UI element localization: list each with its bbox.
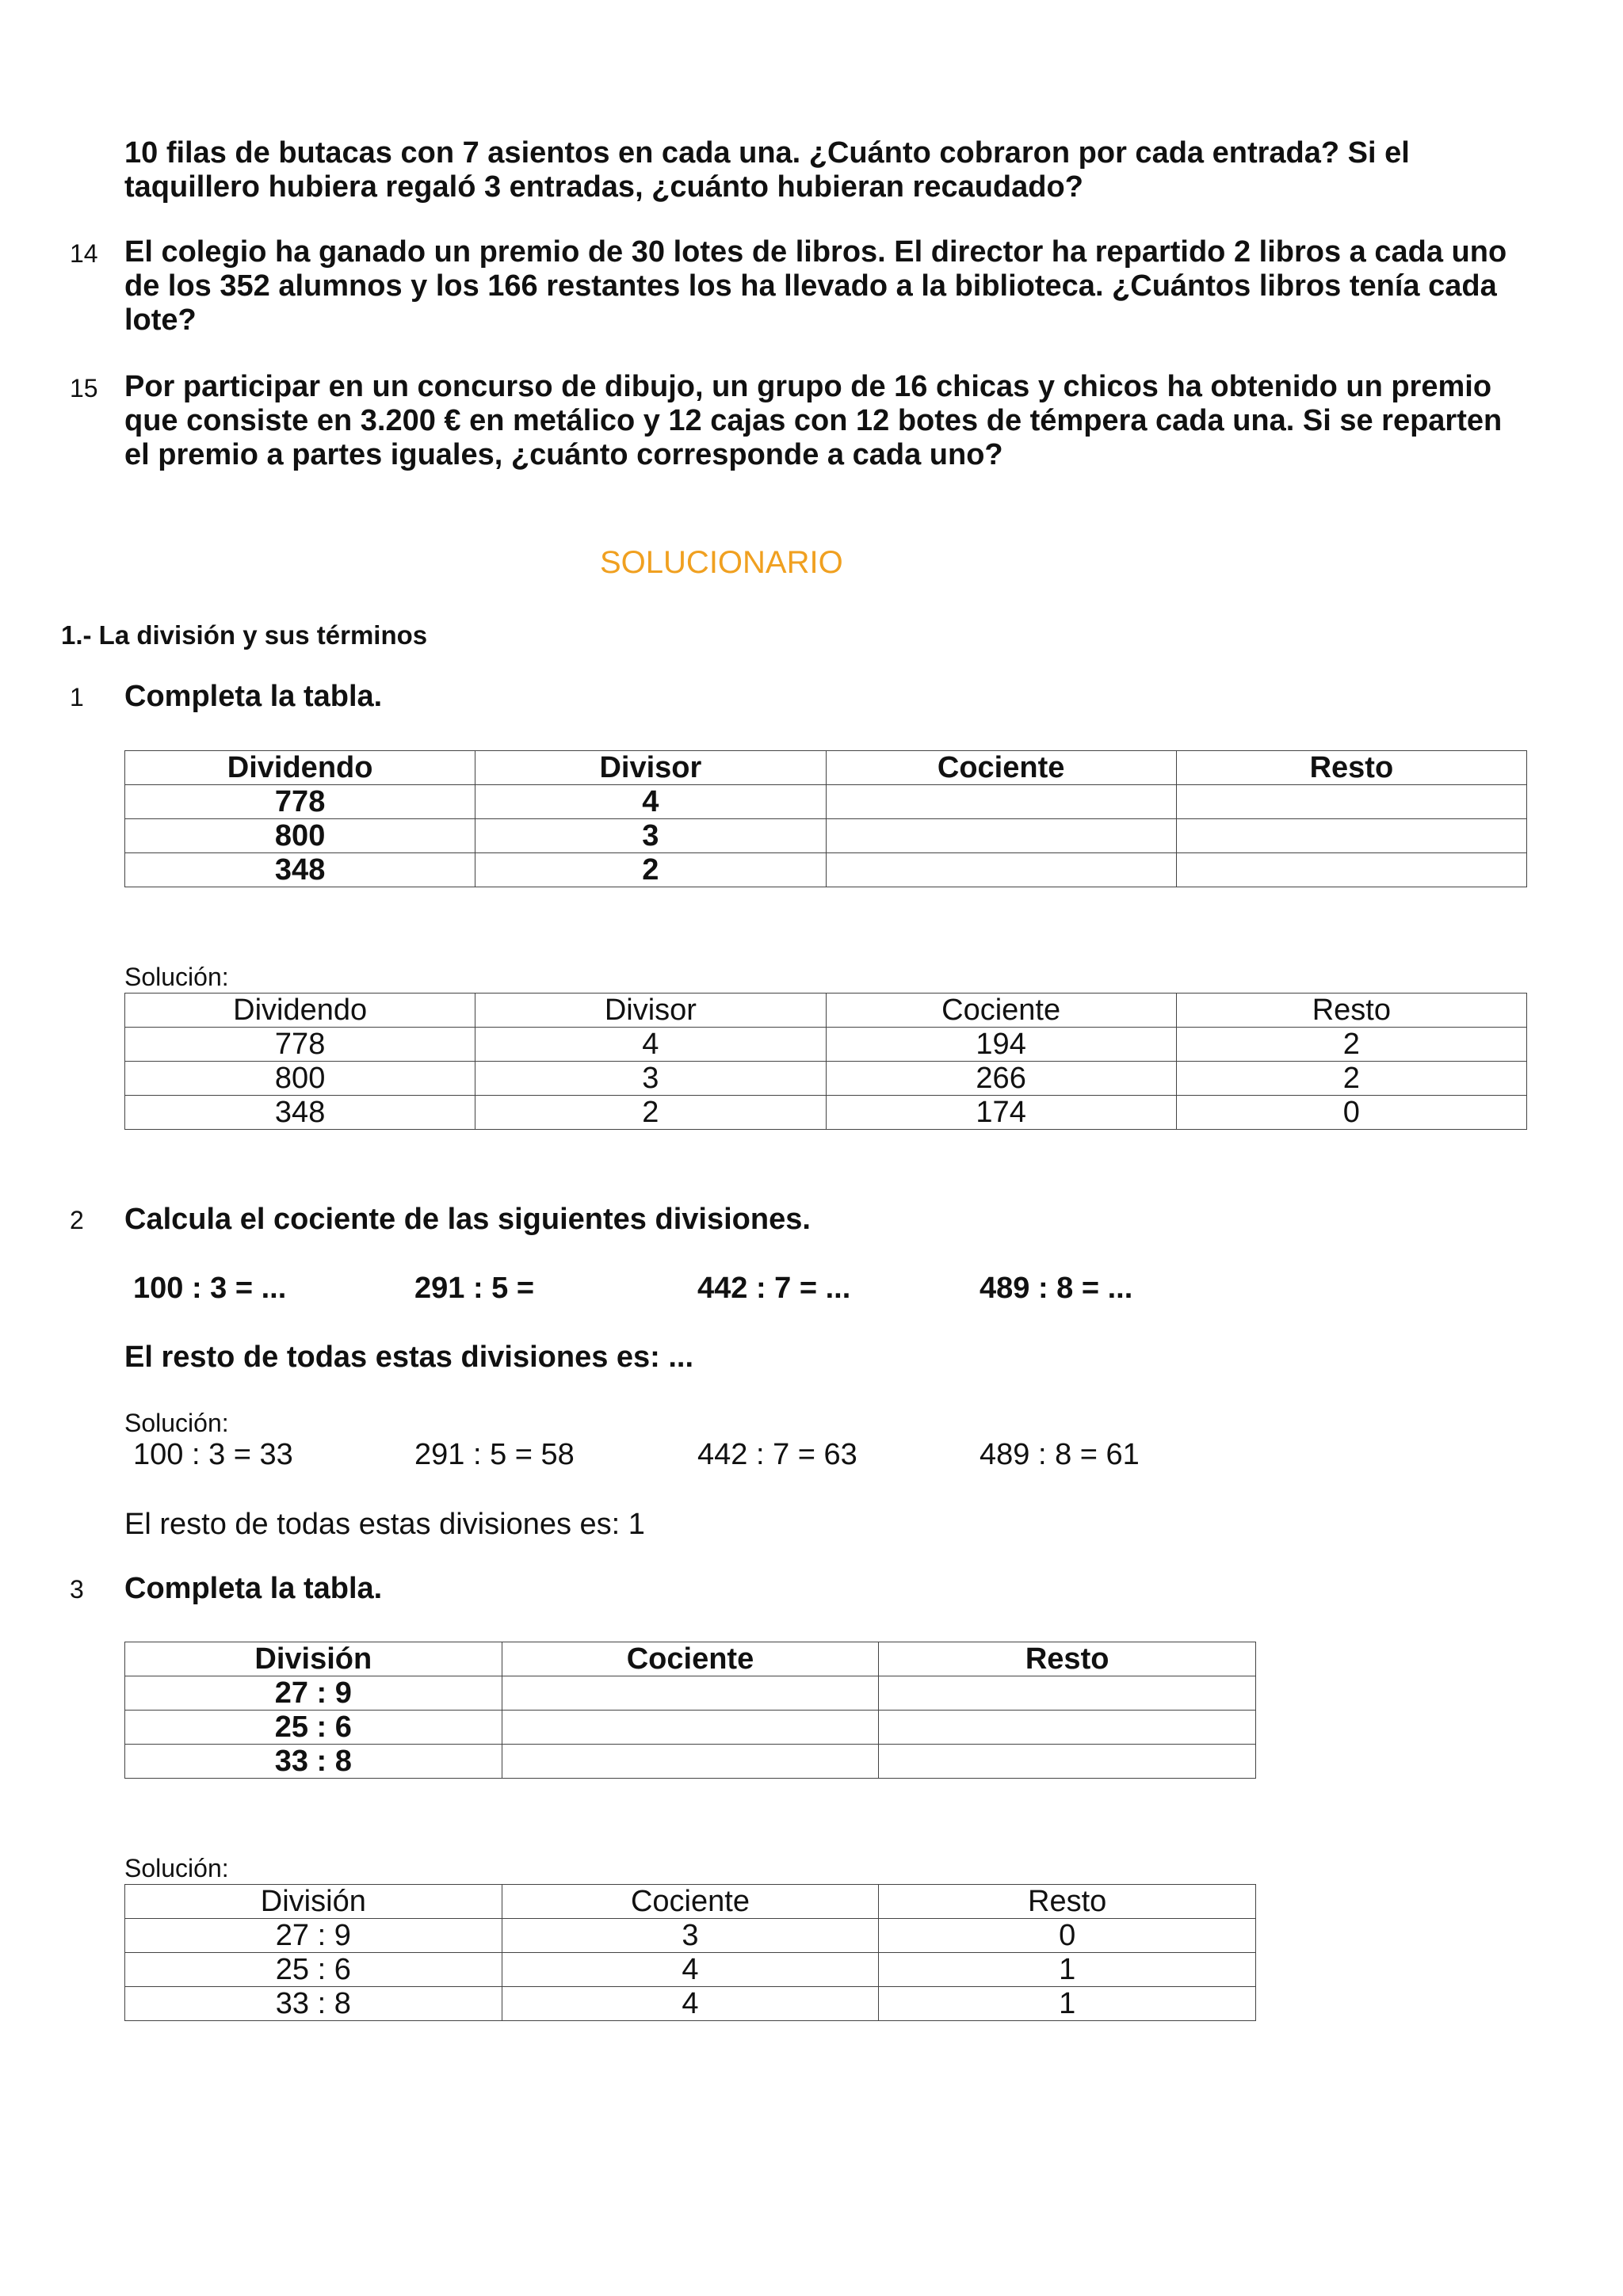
division-solution: 291 : 5 = 58 — [414, 1438, 575, 1471]
table-cell: 2 — [475, 853, 826, 887]
table-cell: 33 : 8 — [125, 1987, 502, 2021]
column-header: Divisor — [475, 751, 826, 785]
table-cell: 4 — [502, 1987, 879, 2021]
table-cell: 778 — [125, 785, 475, 819]
division-item: 291 : 5 = — [414, 1272, 535, 1305]
table-cell: 348 — [125, 1096, 475, 1130]
table-row — [125, 1745, 1256, 1779]
column-header: Cociente — [502, 1642, 879, 1676]
solution-label: Solución: — [124, 963, 229, 991]
table-cell — [502, 1676, 879, 1711]
table-cell: 4 — [475, 1028, 826, 1062]
table-cell: 0 — [879, 1919, 1256, 1953]
table-cell: 266 — [826, 1062, 1176, 1096]
column-header: Cociente — [502, 1885, 879, 1919]
table-cell: 348 — [125, 853, 475, 887]
column-header: Dividendo — [125, 994, 475, 1028]
column-header: División — [125, 1885, 502, 1919]
table-cell: 2 — [1176, 1028, 1526, 1062]
exercise-title: Completa la tabla. — [124, 1572, 383, 1605]
table-row — [125, 853, 1527, 887]
table-cell — [1176, 785, 1526, 819]
division-item: 442 : 7 = ... — [697, 1272, 851, 1305]
table-cell: 25 : 6 — [125, 1953, 502, 1987]
exercise-number: 1 — [70, 683, 84, 711]
column-header: División — [125, 1642, 502, 1676]
table-cell — [1176, 853, 1526, 887]
column-header: Cociente — [826, 751, 1176, 785]
problem-text: Por participar en un concurso de dibujo, un grupo de 16 chicas y chicos ha obtenido un premio que consiste en 3.200 € en metálico y 12 cajas con 12 botes de témpera cada una. Si se reparten el premio a partes iguales, ¿cuánto corresponde a cada uno? — [124, 370, 1503, 471]
division-solution: 100 : 3 = 33 — [133, 1438, 293, 1471]
column-header: Resto — [879, 1642, 1256, 1676]
exercise-number: 2 — [70, 1206, 84, 1234]
page-title: SOLUCIONARIO — [600, 545, 843, 580]
column-header: Resto — [879, 1885, 1256, 1919]
table-cell: 33 : 8 — [125, 1745, 502, 1779]
table-cell: 800 — [125, 1062, 475, 1096]
problem-number: 14 — [70, 239, 98, 268]
table-row — [125, 1096, 1527, 1130]
table-cell: 778 — [125, 1028, 475, 1062]
table-cell — [826, 819, 1176, 853]
problem-text: El colegio ha ganado un premio de 30 lotes de libros. El director ha repartido 2 libros a cada uno de los 352 alumnos y los 166 restantes los ha llevado a la biblioteca. ¿Cuántos libros tenía cada lote? — [124, 235, 1507, 337]
continuation-text: 10 filas de butacas con 7 asientos en cada una. ¿Cuánto cobraron por cada entrada? Si el taquillero hubiera regaló 3 entradas, ¿cuánto hubieran recaudado? — [124, 136, 1410, 204]
table-row — [125, 1676, 1256, 1711]
division-item: 100 : 3 = ... — [133, 1272, 287, 1305]
table-cell: 174 — [826, 1096, 1176, 1130]
table-row — [125, 1028, 1527, 1062]
column-header: Resto — [1176, 994, 1526, 1028]
table-cell: 4 — [502, 1953, 879, 1987]
column-header: Cociente — [826, 994, 1176, 1028]
table-row — [125, 1919, 1256, 1953]
table-cell: 194 — [826, 1028, 1176, 1062]
division-solution: 442 : 7 = 63 — [697, 1438, 857, 1471]
solution-label: Solución: — [124, 1409, 229, 1437]
table-cell — [879, 1676, 1256, 1711]
table-row — [125, 819, 1527, 853]
table-row — [125, 1987, 1256, 2021]
table-cell: 1 — [879, 1987, 1256, 2021]
table-cell: 25 : 6 — [125, 1711, 502, 1745]
table-cell — [826, 853, 1176, 887]
table-cell: 1 — [879, 1953, 1256, 1987]
column-header: Dividendo — [125, 751, 475, 785]
table-cell: 27 : 9 — [125, 1919, 502, 1953]
exercise-table — [124, 750, 1527, 887]
solution-table — [124, 993, 1527, 1130]
problem-number: 15 — [70, 374, 98, 402]
table-cell — [1176, 819, 1526, 853]
division-solution: 489 : 8 = 61 — [980, 1438, 1140, 1471]
column-header: Resto — [1176, 751, 1526, 785]
table-cell: 3 — [475, 819, 826, 853]
exercise-title: Completa la tabla. — [124, 680, 383, 713]
table-cell: 0 — [1176, 1096, 1526, 1130]
table-cell — [879, 1711, 1256, 1745]
table-cell: 27 : 9 — [125, 1676, 502, 1711]
remainder-answer: El resto de todas estas divisiones es: 1 — [124, 1508, 645, 1541]
table-row — [125, 1711, 1256, 1745]
table-cell: 3 — [475, 1062, 826, 1096]
solution-table — [124, 1884, 1256, 2021]
table-row — [125, 1953, 1256, 1987]
remainder-question: El resto de todas estas divisiones es: ... — [124, 1341, 694, 1374]
table-cell — [502, 1711, 879, 1745]
solution-label: Solución: — [124, 1854, 229, 1882]
table-row — [125, 785, 1527, 819]
table-row — [125, 1062, 1527, 1096]
table-cell: 3 — [502, 1919, 879, 1953]
table-cell: 2 — [475, 1096, 826, 1130]
column-header: Divisor — [475, 994, 826, 1028]
exercise-number: 3 — [70, 1575, 84, 1604]
table-cell: 4 — [475, 785, 826, 819]
table-cell — [826, 785, 1176, 819]
exercise-title: Calcula el cociente de las siguientes divisiones. — [124, 1203, 811, 1236]
division-item: 489 : 8 = ... — [980, 1272, 1133, 1305]
table-cell: 2 — [1176, 1062, 1526, 1096]
table-cell: 800 — [125, 819, 475, 853]
table-cell — [502, 1745, 879, 1779]
exercise-table — [124, 1642, 1256, 1779]
table-cell — [879, 1745, 1256, 1779]
section-heading: 1.- La división y sus términos — [61, 620, 428, 650]
